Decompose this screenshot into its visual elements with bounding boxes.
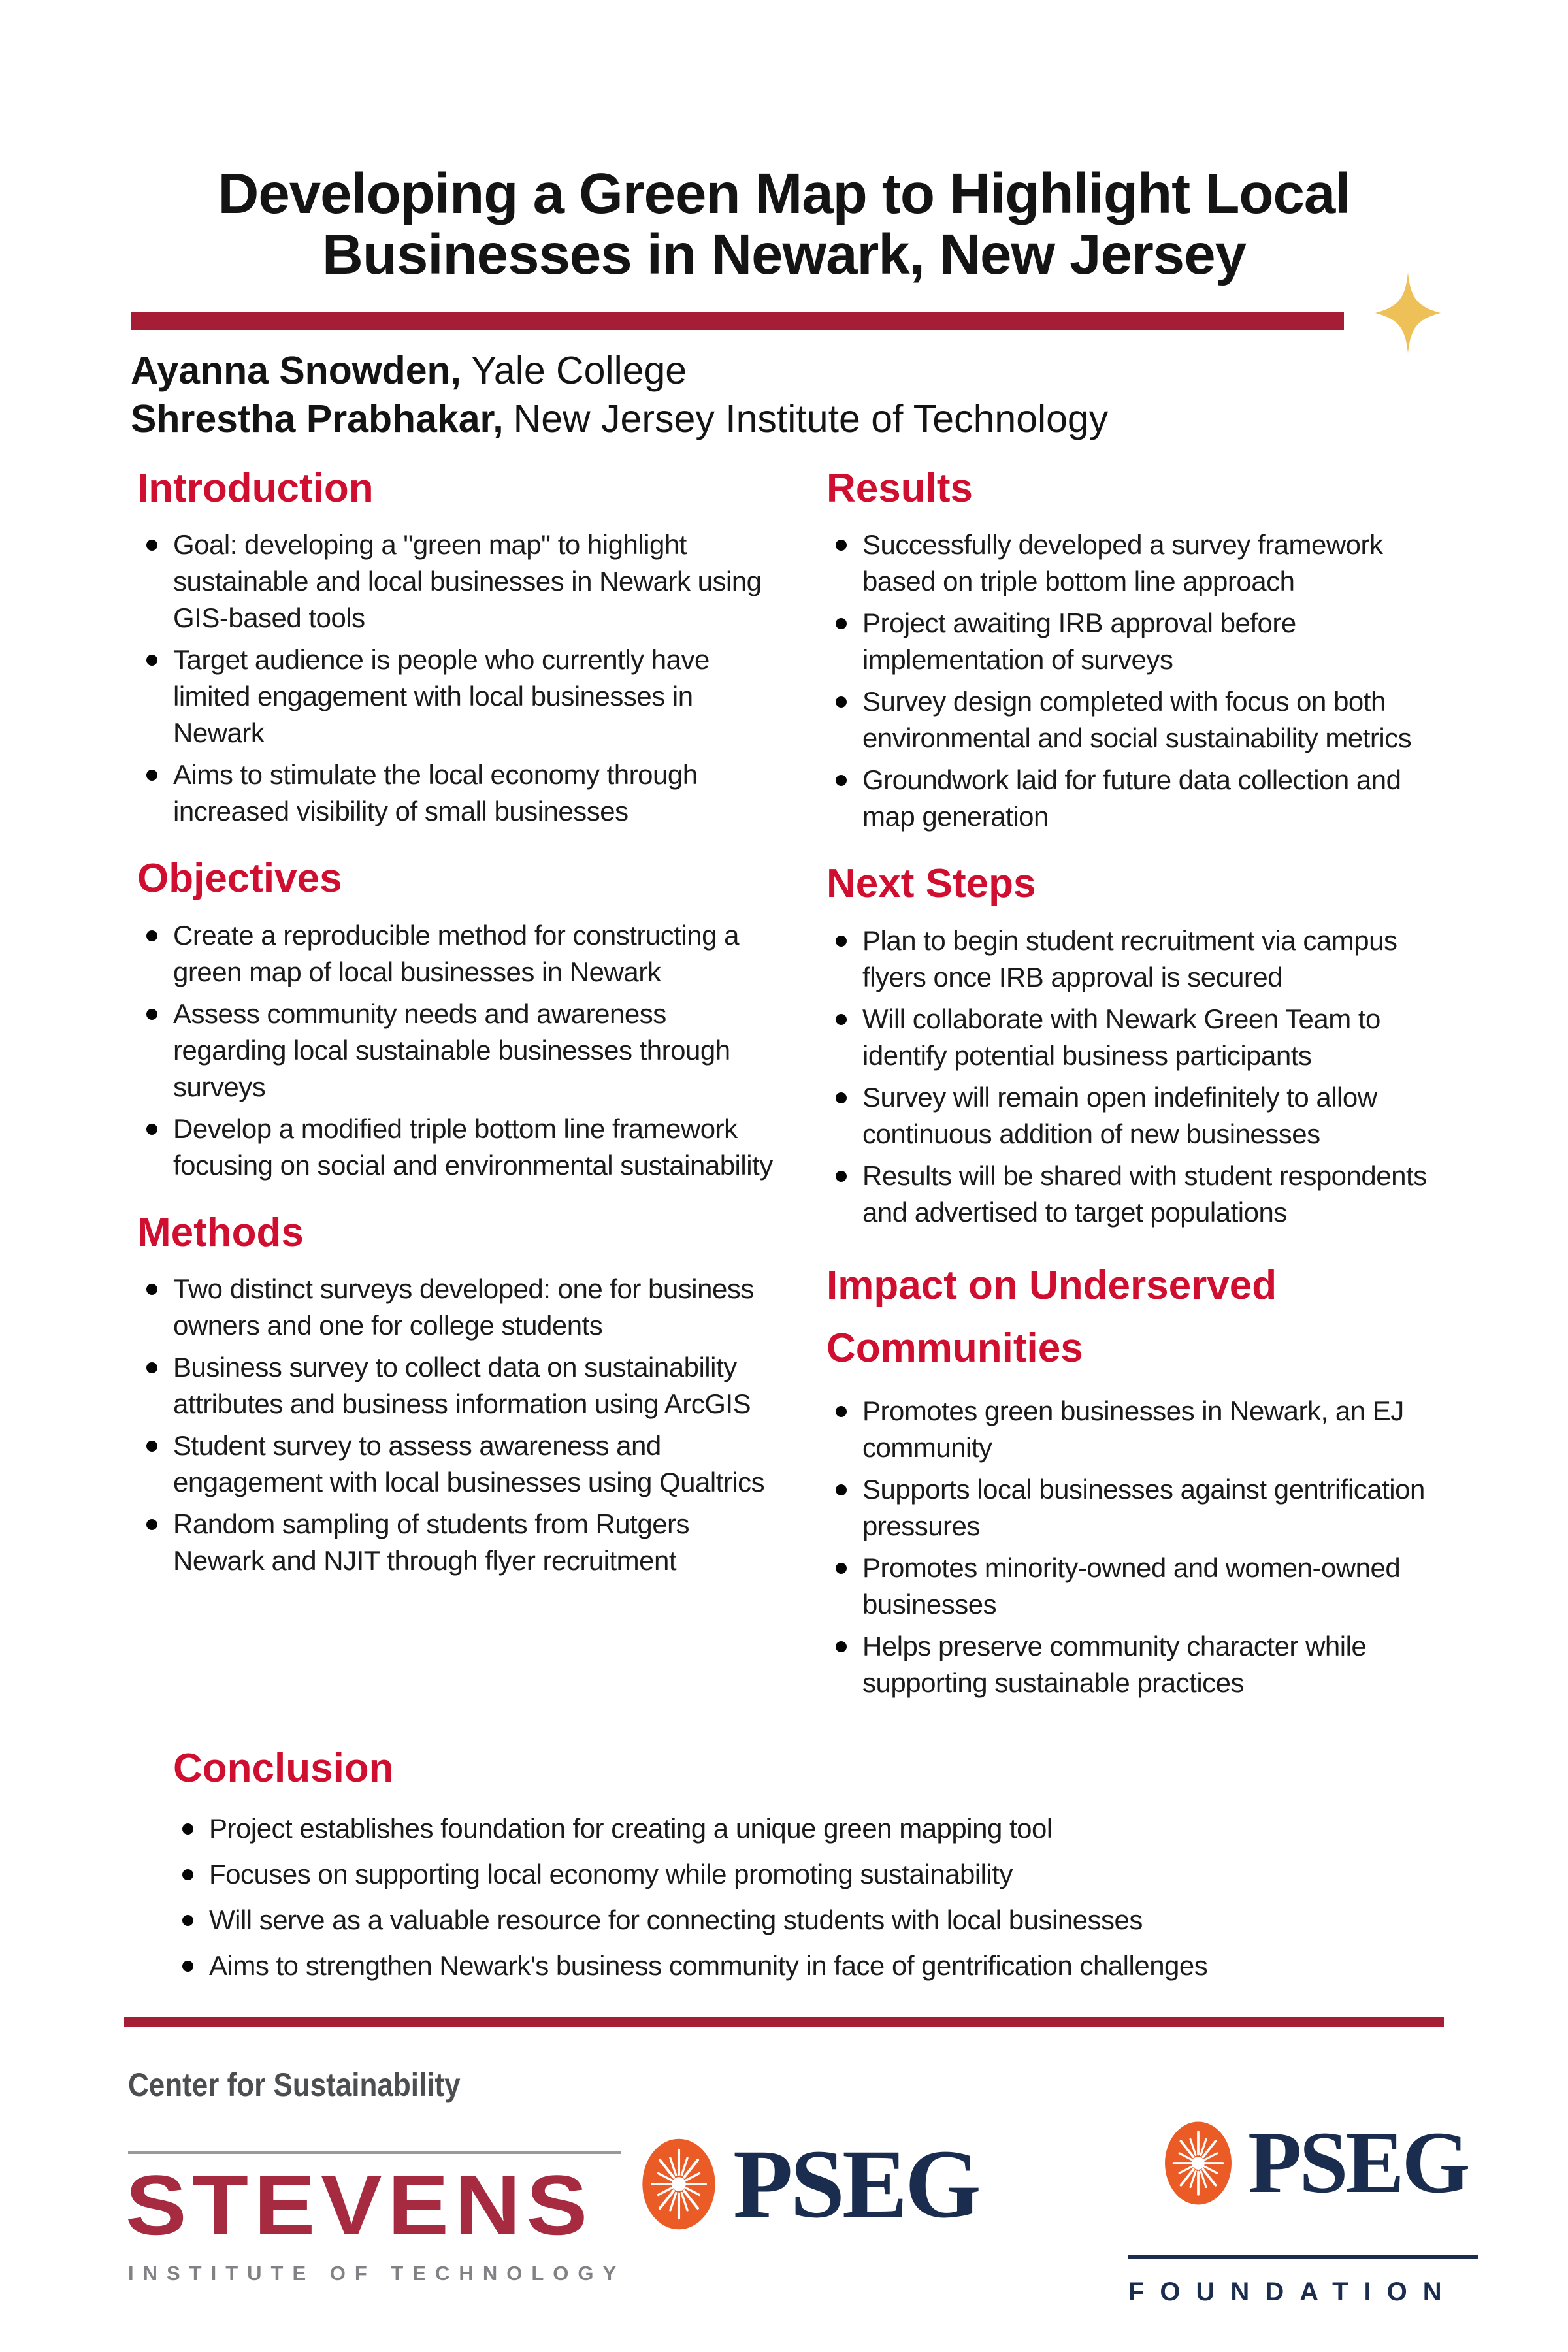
bullet-item: Focuses on supporting local economy while promoting sustainability: [173, 1856, 1437, 1893]
right-column: [826, 463, 1457, 1707]
pseg-foundation-wordmark: PSEG: [1248, 2114, 1468, 2212]
pseg-foundation-tagline: FOUNDATION: [1128, 2278, 1458, 2306]
author-affiliation: Yale College: [470, 349, 687, 393]
stevens-divider-line: [128, 2151, 621, 2154]
section-heading-next-steps: Next Steps: [826, 861, 1036, 907]
content-columns: [0, 463, 1568, 1707]
section-objectives: [137, 853, 781, 1184]
section-introduction: [137, 463, 781, 830]
bullet-item: Helps preserve community character while supporting sustainable practices: [826, 1628, 1457, 1701]
section-heading-introduction: Introduction: [137, 465, 374, 511]
stevens-tagline: INSTITUTE OF TECHNOLOGY: [128, 2262, 626, 2285]
bullet-item: Groundwork laid for future data collection and map generation: [826, 762, 1457, 835]
section-next-steps: [826, 858, 1457, 1231]
pseg-wordmark: PSEG: [733, 2130, 979, 2238]
pseg-sunburst-icon: [642, 2138, 716, 2230]
bullet-item: Student survey to assess awareness and engagement with local businesses using Qualtrics: [137, 1428, 781, 1501]
objectives-bullets: [137, 917, 781, 1184]
pseg-logo: [642, 2130, 979, 2238]
section-heading-methods: Methods: [137, 1209, 304, 1255]
bullet-item: Plan to begin student recruitment via campus flyers once IRB approval is secured: [826, 923, 1457, 996]
sparkle-icon: [1375, 272, 1441, 354]
bullet-item: Business survey to collect data on sustainability attributes and business information using ArcGIS: [137, 1349, 781, 1422]
author-name: Ayanna Snowden,: [131, 349, 461, 393]
stevens-logo: STEVENS: [125, 2157, 593, 2253]
title-line-2: Businesses in Newark, New Jersey: [322, 223, 1246, 287]
section-heading-objectives: Objectives: [137, 856, 342, 902]
section-conclusion: [173, 1743, 1437, 1985]
methods-bullets: [137, 1271, 781, 1579]
bullet-item: Project awaiting IRB approval before implementation of surveys: [826, 605, 1457, 678]
left-column: [137, 463, 826, 1585]
bullet-item: Promotes minority-owned and women-owned businesses: [826, 1550, 1457, 1623]
bullet-item: Will collaborate with Newark Green Team to identify potential business participants: [826, 1001, 1457, 1074]
impact-bullets: [826, 1393, 1457, 1701]
conclusion-bullets: [173, 1810, 1437, 1984]
author-affiliation: New Jersey Institute of Technology: [513, 397, 1109, 440]
author-line: [131, 347, 1568, 395]
bullet-item: Promotes green businesses in Newark, an EJ community: [826, 1393, 1457, 1466]
bullet-item: Goal: developing a "green map" to highlight sustainable and local businesses in Newark using GIS-based tools: [137, 527, 781, 636]
center-for-sustainability-label: Center for Sustainability: [128, 2066, 461, 2103]
next-steps-bullets: [826, 923, 1457, 1231]
section-results: [826, 463, 1457, 836]
bullet-item: Create a reproducible method for constructing a green map of local businesses in Newark: [137, 917, 781, 990]
author-line: [131, 395, 1568, 444]
bullet-item: Assess community needs and awareness regarding local sustainable businesses through surveys: [137, 996, 781, 1105]
pseg-sunburst-icon: [1164, 2121, 1232, 2206]
section-heading-conclusion: Conclusion: [173, 1745, 394, 1791]
bullet-item: Two distinct surveys developed: one for business owners and one for college students: [137, 1271, 781, 1344]
title-line-1: Developing a Green Map to Highlight Local: [218, 162, 1350, 225]
bullet-item: Supports local businesses against gentrification pressures: [826, 1471, 1457, 1544]
section-heading-results: Results: [826, 465, 973, 511]
pseg-foundation-divider: [1128, 2255, 1478, 2259]
introduction-bullets: [137, 527, 781, 830]
bullet-item: Develop a modified triple bottom line framework focusing on social and environmental sustainability: [137, 1111, 781, 1184]
bullet-item: Random sampling of students from Rutgers Newark and NJIT through flyer recruitment: [137, 1506, 781, 1579]
bullet-item: Survey design completed with focus on both environmental and social sustainability metrics: [826, 683, 1457, 757]
bullet-item: Successfully developed a survey framework based on triple bottom line approach: [826, 527, 1457, 600]
bullet-item: Target audience is people who currently have limited engagement with local businesses in Newark: [137, 642, 781, 751]
results-bullets: [826, 527, 1457, 835]
pseg-foundation-logo: [1164, 2114, 1468, 2212]
section-impact: [826, 1254, 1457, 1701]
section-heading-impact: Impact on Underserved Communities: [826, 1262, 1277, 1371]
poster-title: [163, 0, 1405, 285]
section-methods: [137, 1207, 781, 1580]
author-name: Shrestha Prabhakar,: [131, 397, 504, 440]
bullet-item: Project establishes foundation for creating a unique green mapping tool: [173, 1810, 1437, 1847]
bullet-item: Aims to strengthen Newark's business community in face of gentrification challenges: [173, 1948, 1437, 1984]
title-divider: [131, 312, 1344, 330]
bullet-item: Aims to stimulate the local economy through increased visibility of small businesses: [137, 757, 781, 830]
bullet-item: Will serve as a valuable resource for connecting students with local businesses: [173, 1902, 1437, 1938]
footer-divider: [124, 2017, 1444, 2027]
bullet-item: Survey will remain open indefinitely to allow continuous addition of new businesses: [826, 1079, 1457, 1152]
authors: [131, 347, 1568, 444]
bullet-item: Results will be shared with student respondents and advertised to target populations: [826, 1158, 1457, 1231]
